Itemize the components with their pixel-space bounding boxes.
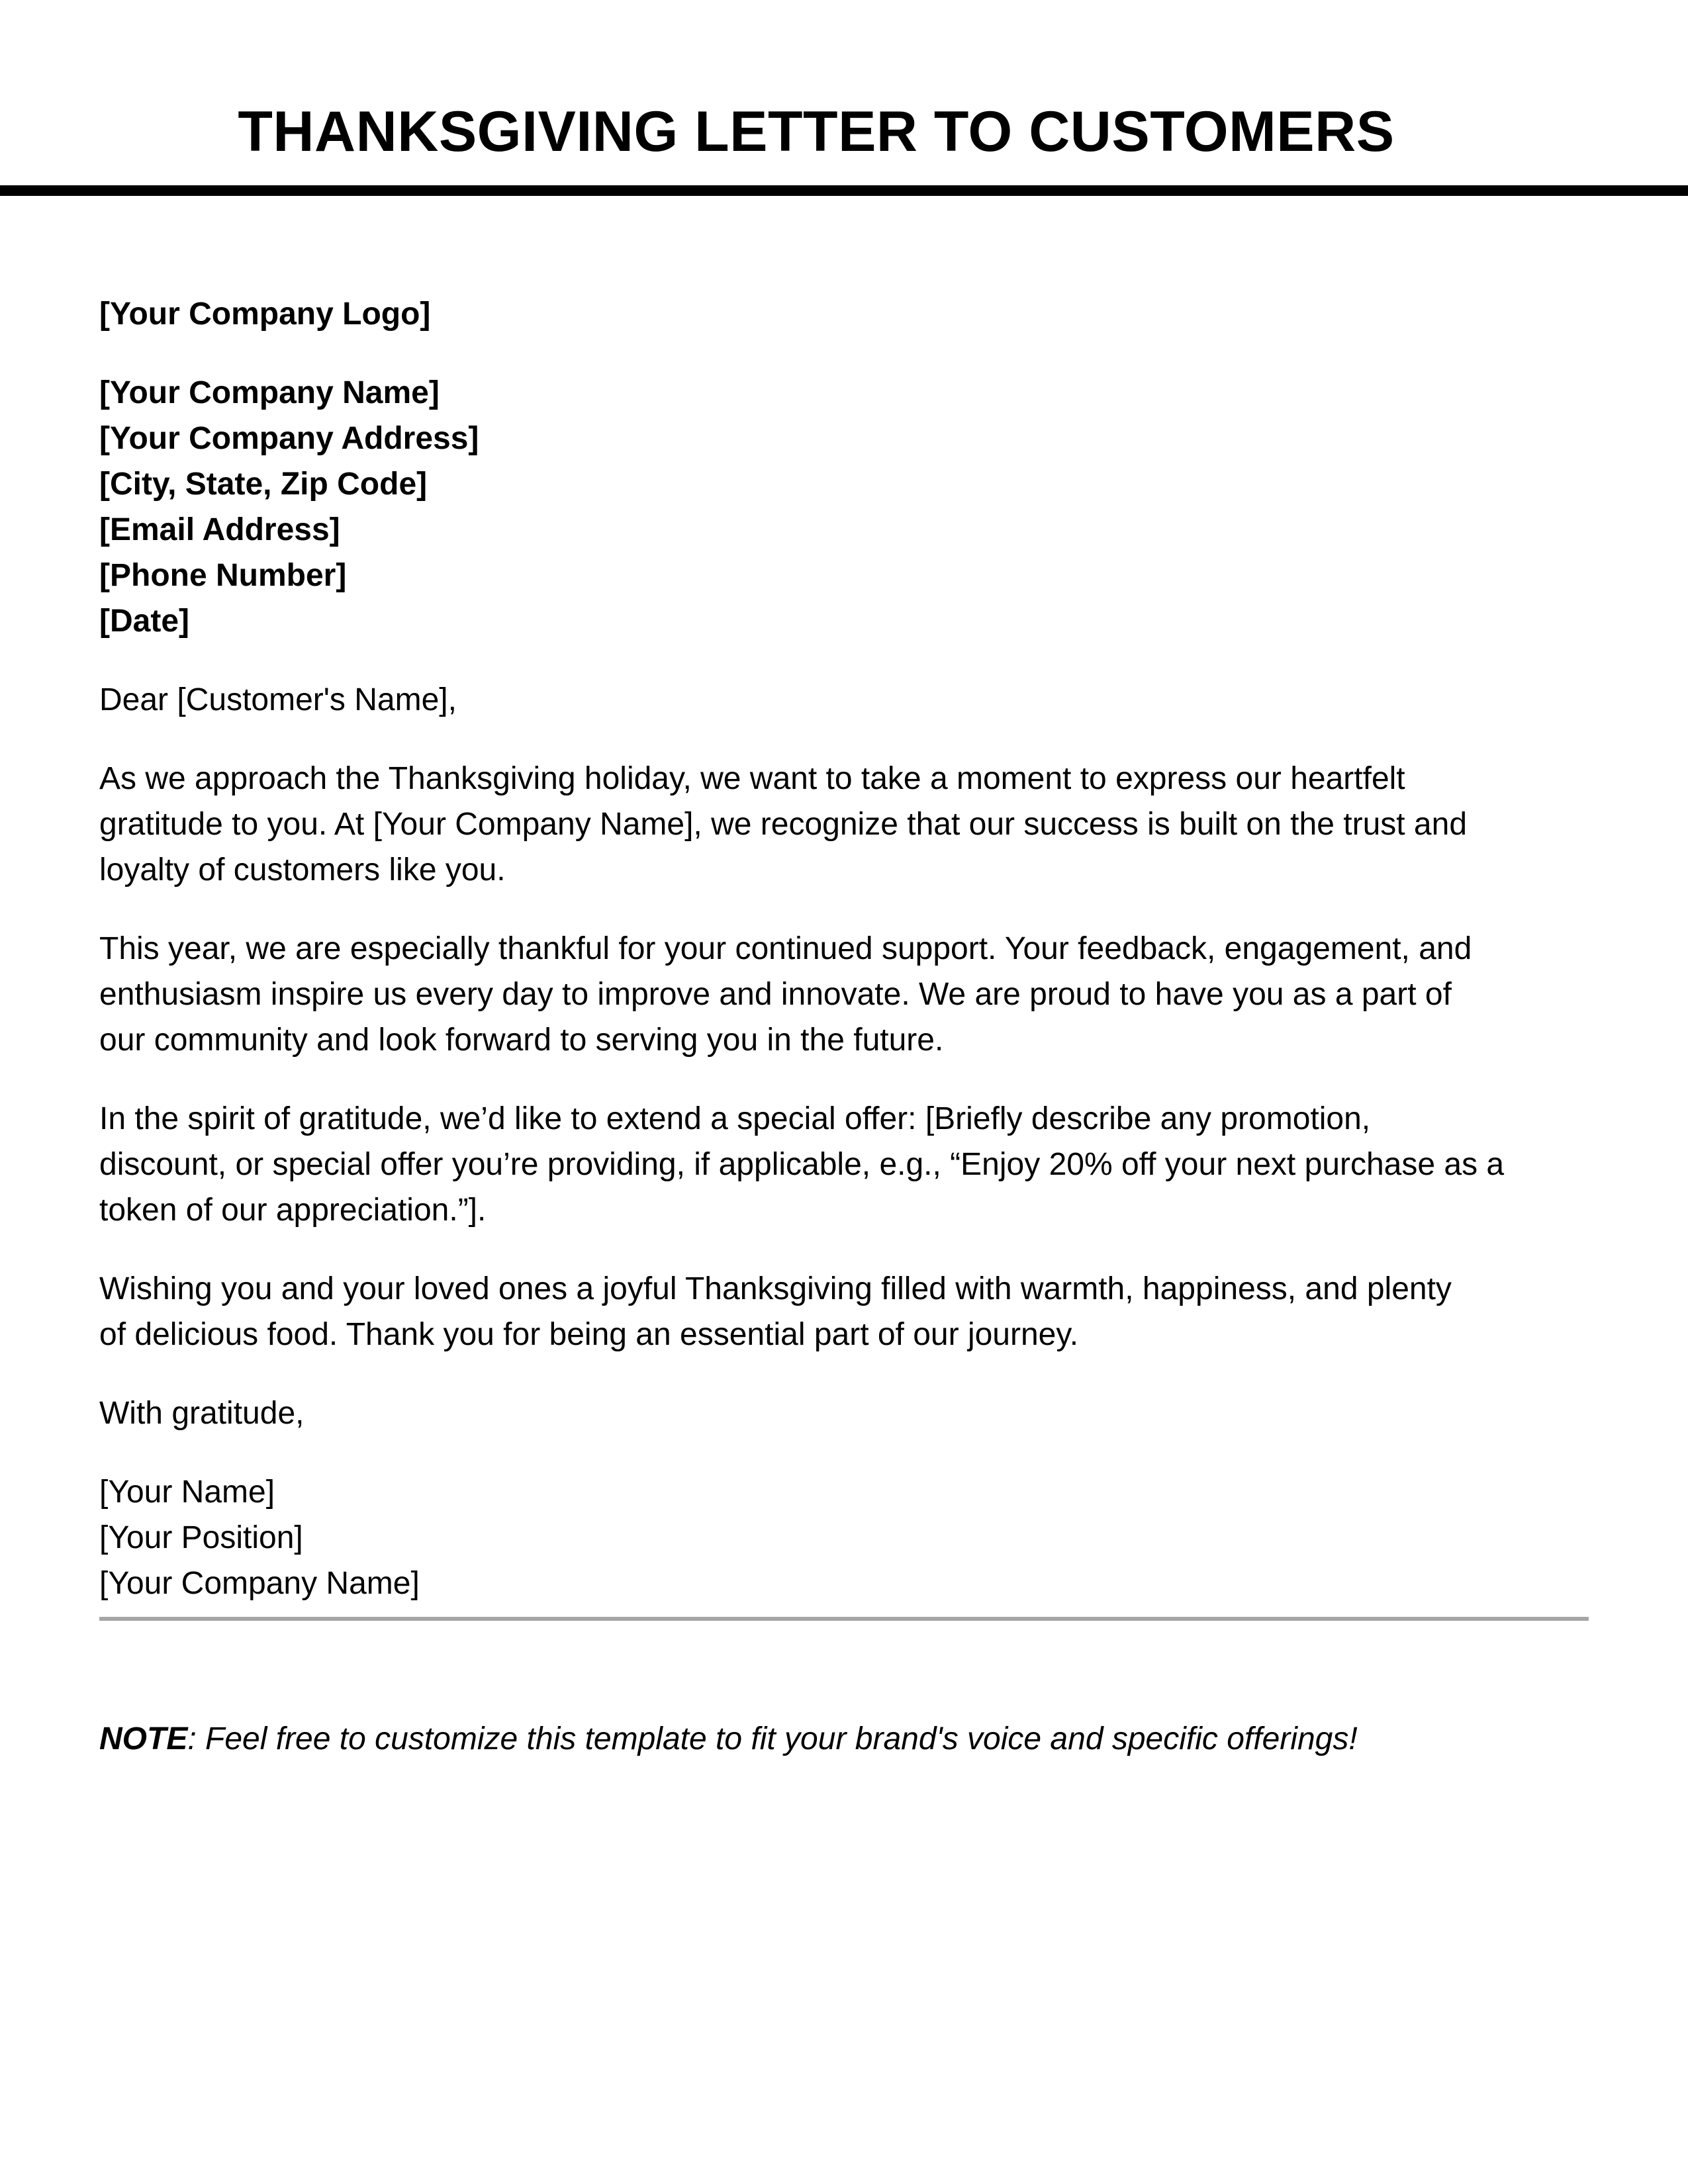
- sender-company-name: [Your Company Name]: [99, 375, 440, 410]
- sender-info: [99, 370, 1589, 644]
- paragraph-line: This year, we are especially thankful for your continued support. Your feedback, engagement, and: [99, 931, 1472, 966]
- paragraph-line: loyalty of customers like you.: [99, 852, 506, 887]
- signature-name: [Your Name]: [99, 1475, 275, 1510]
- paragraph-offer: [99, 1096, 1589, 1233]
- signature-company: [Your Company Name]: [99, 1566, 420, 1601]
- note-label: NOTE: [99, 1721, 188, 1756]
- page-title: THANKSGIVING LETTER TO CUSTOMERS: [238, 100, 1395, 163]
- signature-position: [Your Position]: [99, 1520, 303, 1555]
- paragraph-line: of delicious food. Thank you for being an essential part of our journey.: [99, 1317, 1079, 1352]
- closing: [99, 1390, 1589, 1436]
- salutation-text: Dear [Customer's Name],: [99, 682, 457, 717]
- paragraph-line: As we approach the Thanksgiving holiday, we want to take a moment to express our heartfelt: [99, 761, 1405, 796]
- paragraph-line: discount, or special offer you’re providing, if applicable, e.g., “Enjoy 20% off your next purchase as a: [99, 1147, 1505, 1182]
- sender-company-address: [Your Company Address]: [99, 421, 479, 456]
- sender-city-state-zip: [City, State, Zip Code]: [99, 467, 428, 502]
- paragraph-thanks: [99, 926, 1589, 1063]
- paragraph-line: our community and look forward to serving you in the future.: [99, 1023, 944, 1058]
- signature-block: [99, 1469, 1589, 1606]
- letter-date: [Date]: [99, 604, 190, 639]
- paragraph-wishes: [99, 1266, 1589, 1357]
- closing-text: With gratitude,: [99, 1396, 305, 1431]
- paragraph-line: enthusiasm inspire us every day to improve and innovate. We are proud to have you as a part of: [99, 977, 1452, 1012]
- company-logo-text: [Your Company Logo]: [99, 296, 431, 332]
- paragraph-intro: [99, 756, 1589, 893]
- paragraph-line: Wishing you and your loved ones a joyful Thanksgiving filled with warmth, happiness, and plenty: [99, 1271, 1452, 1306]
- paragraph-line: token of our appreciation.”].: [99, 1193, 487, 1228]
- note-text: : Feel free to customize this template to fit your brand's voice and specific offerings!: [187, 1721, 1358, 1756]
- salutation: [99, 677, 1589, 723]
- footer-divider: [99, 1617, 1589, 1621]
- sender-phone: [Phone Number]: [99, 558, 347, 593]
- title-divider: [0, 185, 1688, 196]
- company-logo-placeholder: [99, 291, 1589, 337]
- template-note: [99, 1716, 1589, 1762]
- sender-email: [Email Address]: [99, 512, 340, 547]
- letter-body: [99, 291, 1589, 1621]
- paragraph-line: gratitude to you. At [Your Company Name], we recognize that our success is built on the trust and: [99, 807, 1468, 842]
- paragraph-line: In the spirit of gratitude, we’d like to extend a special offer: [Briefly describe any promotion,: [99, 1101, 1371, 1136]
